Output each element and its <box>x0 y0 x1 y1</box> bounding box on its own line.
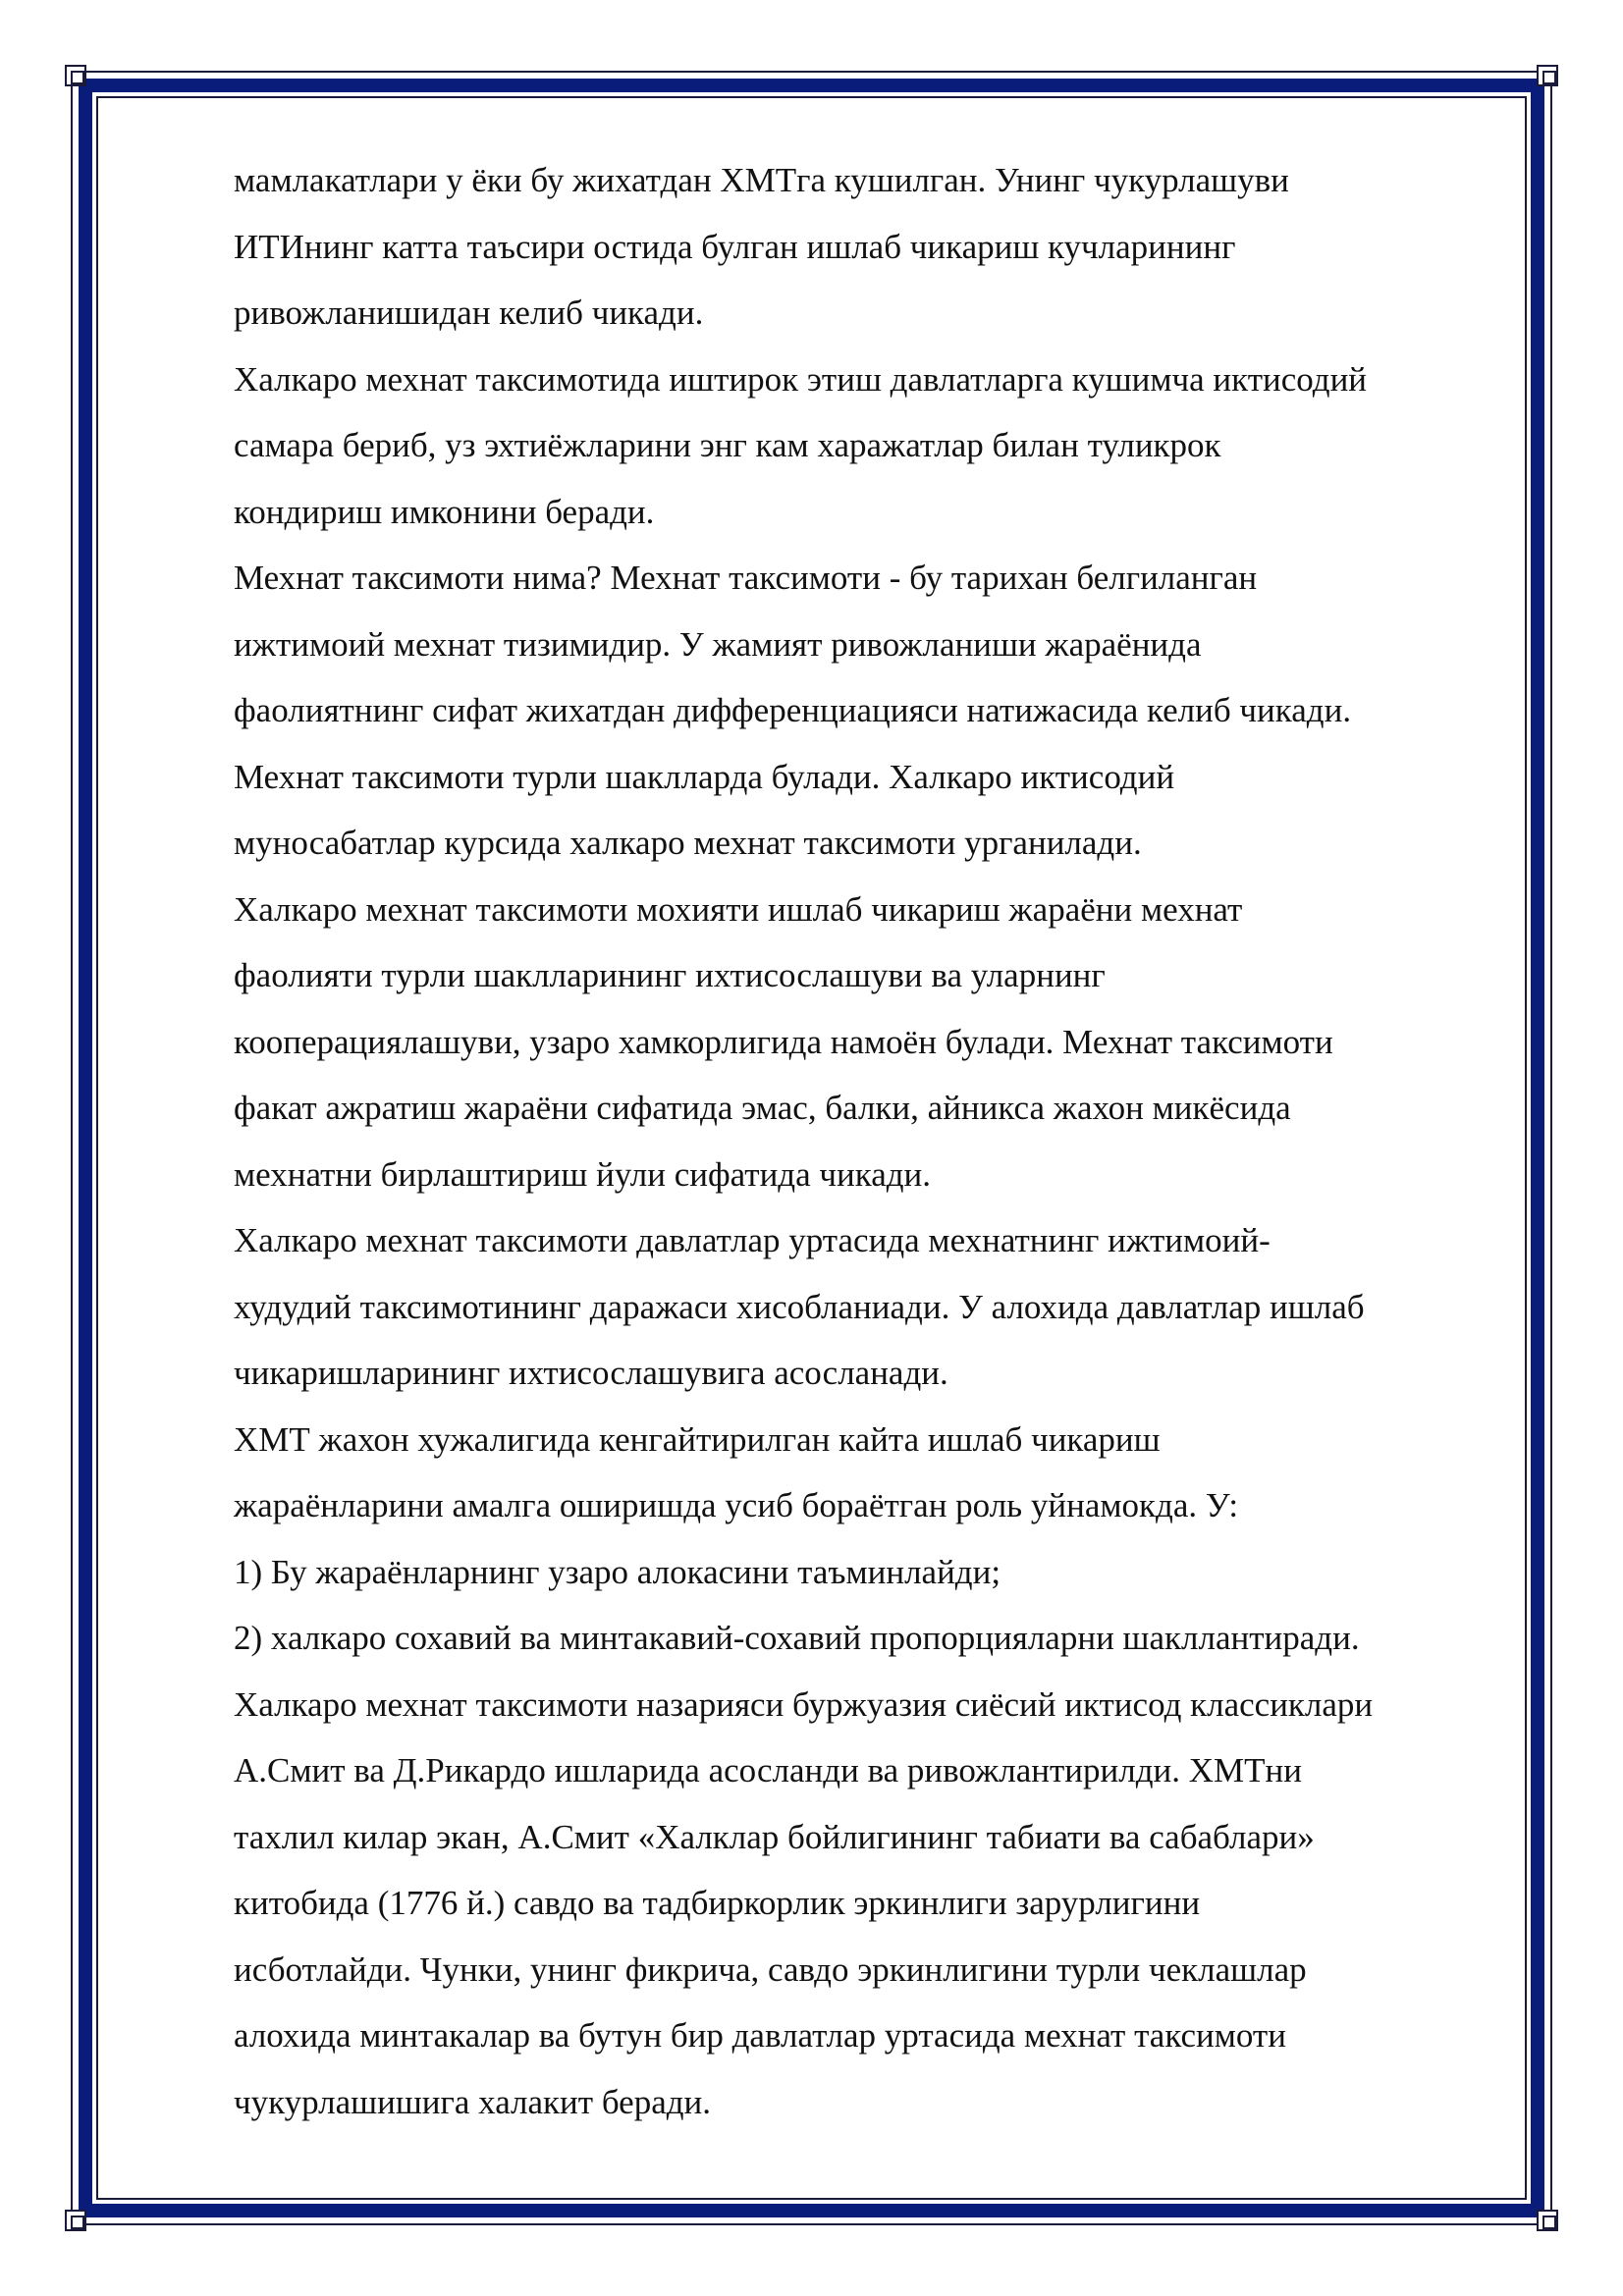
text-line: мехнатни бирлаштириш йули сифатида чикади. <box>234 1154 932 1194</box>
text-line: тахлил килар экан, А.Смит «Халклар бойлигининг табиати ва сабаблари» <box>234 1817 1315 1856</box>
text-line: ижтимоий мехнат тизимидир. У жамият ривожланиши жараёнида <box>234 624 1202 664</box>
text-line: худудий таксимотининг даражаси хисобланиади. У алохида давлатлар ишлаб <box>234 1287 1365 1326</box>
text-line: исботлайди. Чунки, унинг фикрича, савдо эркинлигини турли чеклашлар <box>234 1949 1307 1989</box>
corner-ornament-top-right <box>1537 65 1558 86</box>
text-line: муносабатлар курсида халкаро мехнат таксимоти урганилади. <box>234 824 1142 862</box>
corner-ornament-bottom-left <box>65 2210 86 2231</box>
document-body <box>234 147 1530 2135</box>
corner-ornament-bottom-right <box>1537 2210 1558 2231</box>
text-line: 1) Бу жараёнларнинг узаро алокасини таъминлайди; <box>234 1552 1001 1591</box>
text-line: ИТИнинг катта таъсири остида булган ишлаб чикариш кучларининг <box>234 227 1236 266</box>
text-line: Халкаро мехнат таксимотида иштирок этиш давлатларга кушимча иктисодий <box>234 359 1368 399</box>
text-line: жараёнларини амалга оширишда усиб бораётган роль уйнамокда. У: <box>234 1486 1239 1524</box>
text-line: А.Смит ва Д.Рикардо ишларида асосланди ва ривожлантирилди. ХМТни <box>234 1751 1302 1789</box>
text-line: ХМТ жахон хужалигида кенгайтирилган кайта ишлаб чикариш <box>234 1419 1161 1459</box>
text-line: факат ажратиш жараёни сифатида эмас, балки, айникса жахон микёсида <box>234 1089 1291 1127</box>
text-line: чукурлашишига халакит беради. <box>234 2082 712 2121</box>
text-line: Мехнат таксимоти нима? Мехнат таксимоти - бу тарихан белгиланган <box>234 559 1258 597</box>
text-line: Халкаро мехнат таксимоти назарияси буржуазия сиёсий иктисод классиклари <box>234 1684 1374 1724</box>
text-line: фаолияти турли шаклларининг ихтисослашуви ва уларнинг <box>234 956 1106 994</box>
text-line: 2) халкаро сохавий ва минтакавий-сохавий пропорцияларни шакллантиради. <box>234 1619 1360 1657</box>
text-line: алохида минтакалар ва бутун бир давлатлар уртасида мехнат таксимоти <box>234 2016 1286 2055</box>
text-line: фаолиятнинг сифат жихатдан дифференциацияси натижасида келиб чикади. <box>234 691 1352 729</box>
corner-ornament-top-left <box>65 65 86 86</box>
text-line: китобида (1776 й.) савдо ва тадбиркорлик эркинлиги зарурлигини <box>234 1884 1201 1922</box>
text-line: чикаришларининг ихтисослашувига асосланади. <box>234 1354 948 1392</box>
text-line: Мехнат таксимоти турли шаклларда булади. Халкаро иктисодий <box>234 757 1175 796</box>
text-line: кооперациялашуви, узаро хамкорлигида намоён булади. Мехнат таксимоти <box>234 1022 1333 1061</box>
text-line: самара бериб, уз эхтиёжларини энг кам харажатлар билан туликрок <box>234 426 1221 464</box>
text-line: кондириш имконини беради. <box>234 492 655 531</box>
text-line: ривожланишидан келиб чикади. <box>234 294 704 332</box>
text-line: Халкаро мехнат таксимоти давлатлар уртасида мехнатнинг ижтимоий- <box>234 1221 1271 1259</box>
text-line: Халкаро мехнат таксимоти мохияти ишлаб чикариш жараёни мехнат <box>234 889 1243 929</box>
text-line: мамлакатлари у ёки бу жихатдан ХМТга кушилган. Унинг чукурлашуви <box>234 161 1289 199</box>
